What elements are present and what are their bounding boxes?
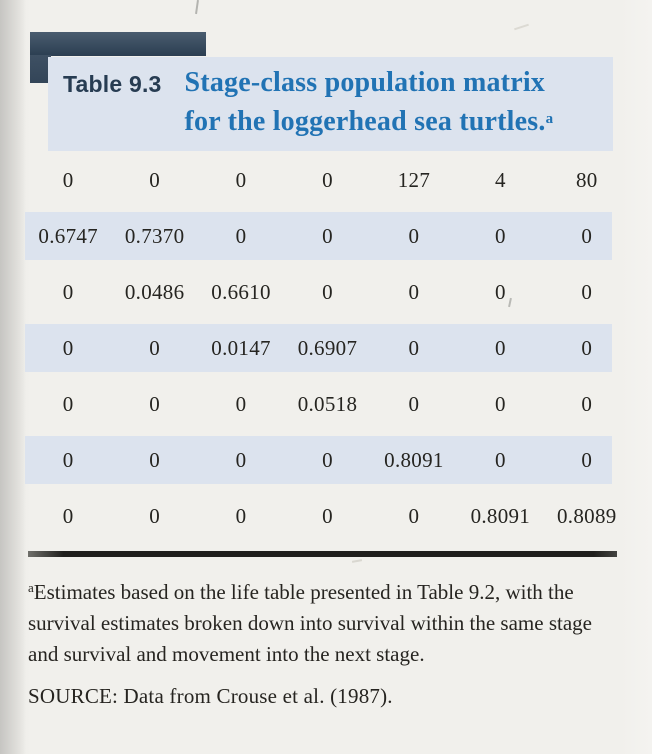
matrix-cell: 0 bbox=[494, 447, 506, 472]
matrix-cell: 0 bbox=[581, 335, 593, 360]
table-number: Table 9.3 bbox=[63, 71, 162, 97]
matrix-cell: 0 bbox=[494, 391, 506, 416]
matrix-cell: 0 bbox=[149, 167, 161, 192]
matrix-cell: 0 bbox=[62, 503, 74, 528]
matrix-cell: 0 bbox=[322, 223, 333, 248]
matrix-row-7 bbox=[25, 488, 630, 544]
population-matrix bbox=[25, 152, 630, 544]
table-title bbox=[185, 64, 554, 140]
matrix-cell: 0 bbox=[408, 391, 420, 416]
matrix-cell: 0 bbox=[149, 447, 161, 472]
title-footnote-marker: a bbox=[545, 111, 554, 127]
matrix-cell: 0.8091 bbox=[470, 503, 531, 528]
matrix-cell: 0 bbox=[494, 279, 506, 304]
matrix-cell: 0 bbox=[581, 279, 593, 304]
matrix-cell: 0 bbox=[62, 279, 74, 304]
table-title-line1: Stage-class population matrix bbox=[184, 67, 546, 98]
footnote-line1-text: Estimates based on the life table presented in Table 9.2, with the bbox=[33, 580, 574, 604]
matrix-row-1 bbox=[25, 152, 630, 208]
matrix-cell: 0 bbox=[408, 223, 420, 248]
matrix-cell: 80 bbox=[575, 167, 598, 192]
table-notes bbox=[28, 572, 628, 712]
table-title-line2-text: for the loggerhead sea turtles. bbox=[184, 106, 546, 137]
scan-artifact-dash bbox=[352, 559, 362, 563]
matrix-cell: 0.0486 bbox=[124, 279, 185, 304]
table-header bbox=[48, 57, 613, 151]
source-citation: SOURCE: Data from Crouse et al. (1987). bbox=[28, 684, 393, 708]
matrix-row-4 bbox=[25, 320, 630, 376]
footnote-line2: survival estimates broken down into survival within the same stage bbox=[28, 611, 592, 635]
matrix-cell: 0 bbox=[322, 503, 333, 528]
matrix-cell: 0 bbox=[581, 447, 593, 472]
matrix-cell: 0 bbox=[235, 223, 247, 248]
matrix-cell: 0 bbox=[322, 447, 333, 472]
matrix-cell: 0 bbox=[62, 335, 74, 360]
table-title-line2 bbox=[185, 101, 554, 140]
matrix-cell: 0 bbox=[149, 503, 161, 528]
footnote-line1 bbox=[28, 572, 628, 608]
matrix-cell: 0 bbox=[494, 223, 506, 248]
matrix-cell: 0.7370 bbox=[124, 223, 185, 248]
matrix-cell: 0 bbox=[581, 223, 593, 248]
scan-left-shadow bbox=[0, 0, 26, 754]
matrix-cell: 0 bbox=[581, 391, 593, 416]
matrix-cell: 0 bbox=[322, 167, 333, 192]
matrix-cell: 0.6747 bbox=[38, 223, 98, 248]
matrix-cell: 0.8091 bbox=[384, 447, 444, 472]
matrix-cell: 0 bbox=[408, 503, 420, 528]
matrix-cell: 0 bbox=[235, 447, 247, 472]
matrix-cell: 0 bbox=[408, 335, 420, 360]
matrix-cell: 0 bbox=[322, 279, 333, 304]
matrix-cell: 0 bbox=[149, 391, 161, 416]
matrix-cell: 0.0518 bbox=[297, 391, 358, 416]
matrix-cell: 4 bbox=[494, 167, 506, 192]
footnote-line3: and survival and movement into the next stage. bbox=[28, 642, 425, 666]
scan-artifact-tick bbox=[195, 0, 199, 14]
matrix-cell: 0 bbox=[494, 335, 506, 360]
matrix-cell: 0 bbox=[62, 391, 74, 416]
matrix-cell: 0 bbox=[408, 279, 420, 304]
matrix-cell: 0 bbox=[62, 447, 74, 472]
matrix-cell: 0 bbox=[235, 167, 247, 192]
matrix-cell: 0 bbox=[235, 503, 247, 528]
matrix-cell: 0.6610 bbox=[211, 279, 271, 304]
table-corner-tab bbox=[30, 32, 206, 56]
matrix-row-2 bbox=[25, 208, 630, 264]
matrix-cell: 0 bbox=[235, 391, 247, 416]
footnote-marker: a bbox=[28, 580, 34, 595]
matrix-cell: 0.6907 bbox=[297, 335, 358, 360]
scan-artifact-smudge bbox=[514, 24, 529, 31]
matrix-cell: 0 bbox=[62, 167, 74, 192]
matrix-cell: 0 bbox=[149, 335, 161, 360]
matrix-cell: 0.0147 bbox=[211, 335, 271, 360]
matrix-cell: 0.8089 bbox=[557, 503, 617, 528]
matrix-row-6 bbox=[25, 432, 630, 488]
table-bottom-rule bbox=[28, 551, 617, 557]
matrix-cell: 127 bbox=[397, 167, 431, 192]
matrix-row-5 bbox=[25, 376, 630, 432]
matrix-row-3 bbox=[25, 264, 630, 320]
